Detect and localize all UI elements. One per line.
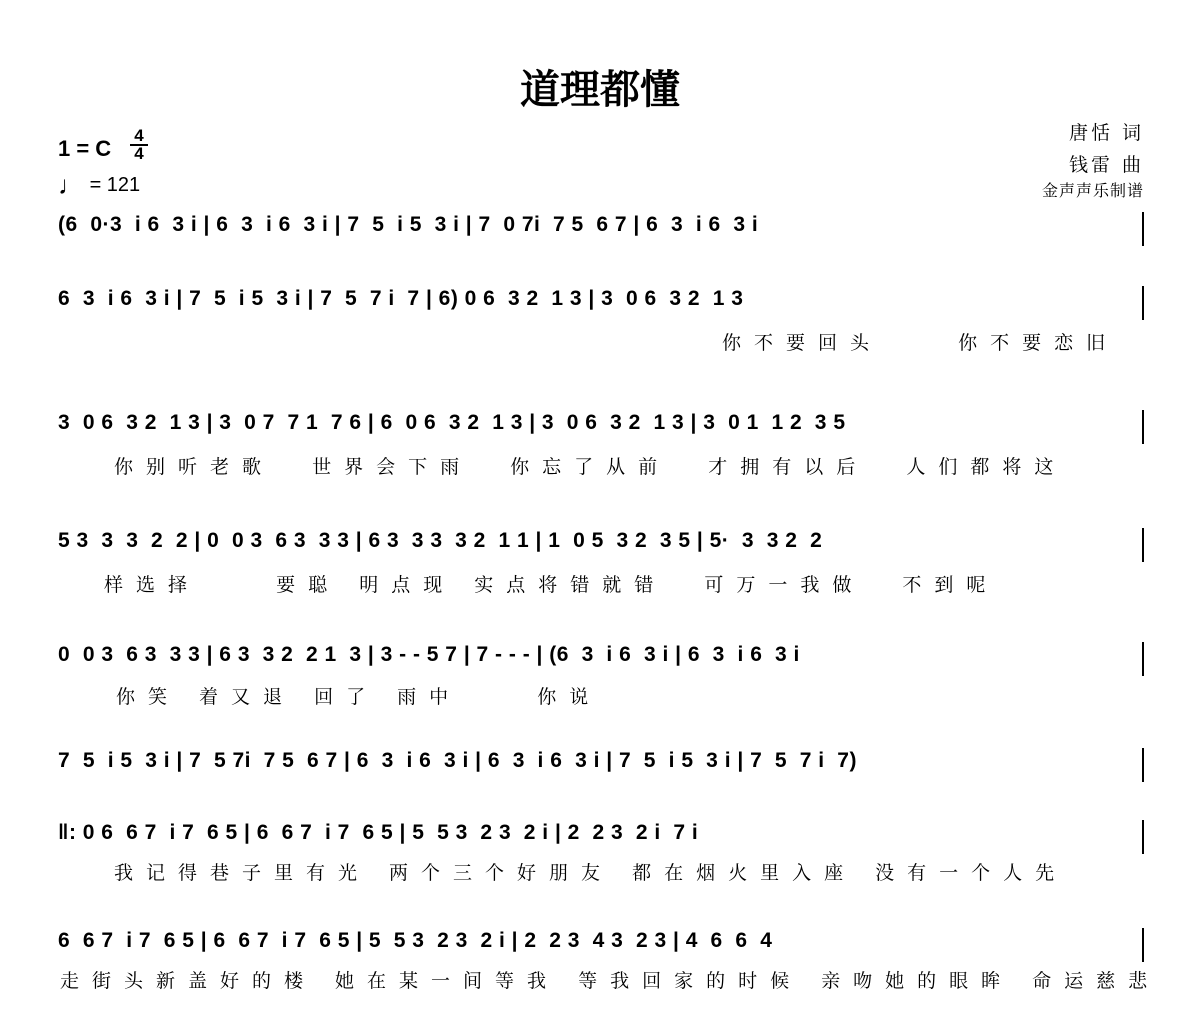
composer-credit: 钱雷 曲 <box>1068 154 1144 176</box>
end-barline <box>1142 528 1144 562</box>
lyric-line-2: 你不要回头 你不要恋旧 <box>722 332 1119 354</box>
notes-line: ‖: 0 6 6 7 i 7 6 5 | 6 6 7 i 7 6 5 | 5 5 3 2 3 2 i | 2 2 3 2 i 7 i <box>58 821 699 844</box>
end-barline <box>1142 928 1144 962</box>
song-title: 道理都懂 <box>520 66 680 113</box>
lyric-line-5: 你笑 着又退 回了 雨中 你说 <box>116 686 602 708</box>
lyric-line-8: 走街头新盖好的楼 她在某一间等我 等我回家的时候 亲吻她的眼眸 命运慈悲 <box>60 970 1161 992</box>
notes-line: 6 6 7 i 7 6 5 | 6 6 7 i 7 6 5 | 5 5 3 2 3 2 i | 2 2 3 4 3 2 3 | 4 6 6 4 <box>58 929 773 952</box>
score-system-5 <box>58 640 1144 680</box>
end-barline <box>1142 286 1144 320</box>
lyricist-credit: 唐恬 词 <box>1068 122 1144 144</box>
notes-line: 5 3 3 3 2 2 | 0 0 3 6 3 3 3 | 6 3 3 3 3 2 1 1 | 1 0 5 3 2 3 5 | 5· 3 3 2 2 <box>58 529 823 552</box>
notes-line: 7 5 i 5 3 i | 7 5 7i 7 5 6 7 | 6 3 i 6 3 i | 6 3 i 6 3 i | 7 5 i 5 3 i | 7 5 7 i 7) <box>58 749 857 772</box>
end-barline <box>1142 748 1144 782</box>
score-system-7 <box>58 818 1144 858</box>
time-signature <box>128 128 150 162</box>
notes-line: 6 3 i 6 3 i | 7 5 i 5 3 i | 7 5 7 i 7 | 6) 0 6 3 2 1 3 | 3 0 6 3 2 1 3 <box>58 287 744 310</box>
notes-line: 3 0 6 3 2 1 3 | 3 0 7 7 1 7 6 | 6 0 6 3 2 1 3 | 3 0 6 3 2 1 3 | 3 0 1 1 2 3 5 <box>58 411 846 434</box>
notes-line: 0 0 3 6 3 3 3 | 6 3 3 2 2 1 3 | 3 - - 5 7 | 7 - - - | (6 3 i 6 3 i | 6 3 i 6 3 i <box>58 643 800 666</box>
time-signature-top: 4 <box>134 126 144 145</box>
end-barline <box>1142 642 1144 676</box>
end-barline <box>1142 410 1144 444</box>
tempo-value: = 121 <box>89 174 141 196</box>
score-system-2 <box>58 284 1144 324</box>
arranger-credit: 金声声乐制谱 <box>1041 181 1144 200</box>
key-signature: 1 = C <box>58 136 112 161</box>
lyric-line-3: 你别听老歌 世界会下雨 你忘了从前 才拥有以后 人们都将这 <box>114 456 1067 478</box>
tempo-marking <box>58 170 140 201</box>
score-system-8 <box>58 926 1144 966</box>
notes-line: (6 0·3 i 6 3 i | 6 3 i 6 3 i | 7 5 i 5 3 i | 7 0 7i 7 5 6 7 | 6 3 i 6 3 i <box>58 213 759 236</box>
score-system-1 <box>58 210 1144 250</box>
score-system-4 <box>58 526 1144 566</box>
end-barline <box>1142 212 1144 246</box>
lyric-line-7: 我记得巷子里有光 两个三个好朋友 都在烟火里入座 没有一个人先 <box>114 862 1068 884</box>
time-signature-bottom: 4 <box>134 144 144 163</box>
score-system-3 <box>58 408 1144 448</box>
score-system-6 <box>58 746 1144 786</box>
lyric-line-4: 样选择 要聪 明点现 实点将错就错 可万一我做 不到呢 <box>104 574 999 596</box>
end-barline <box>1142 820 1144 854</box>
quarter-note-icon: ♩ <box>58 170 84 200</box>
